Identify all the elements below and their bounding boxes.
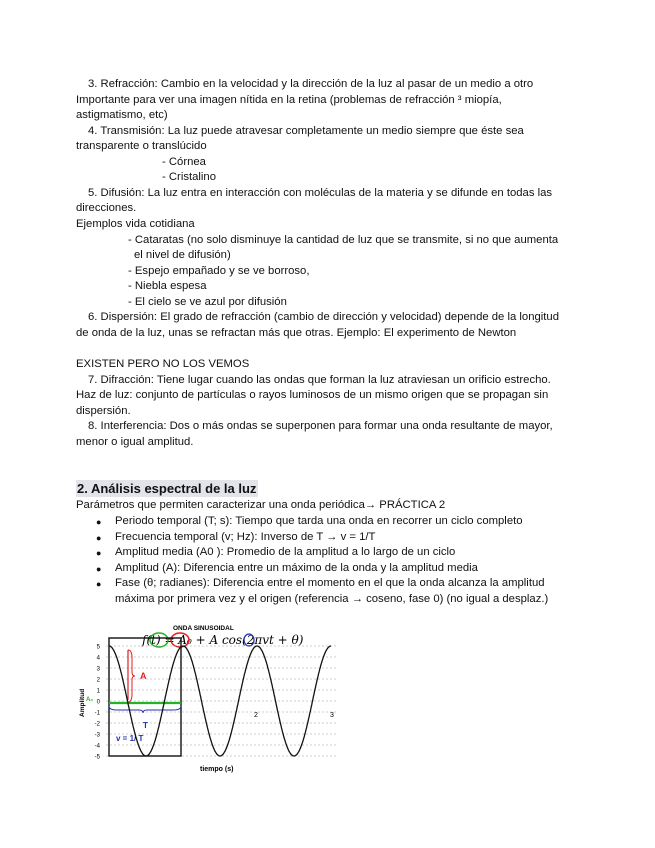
text-line: Haz de luz: conjunto de partículas o rayos luminosos de un mismo origen que se propagan sin [76, 389, 549, 401]
text-line: menor o igual amplitud. [76, 436, 194, 448]
bullet-item: Fase (θ; radianes): Diferencia entre el momento en el que la onda alcanza la amplitud [115, 577, 545, 589]
text-line: direcciones. [76, 202, 137, 214]
bullet-dot: ● [96, 579, 102, 589]
text-line: EXISTEN PERO NO LOS VEMOS [76, 358, 250, 370]
bullet-dot: ● [96, 548, 102, 558]
y-tick-label: 4 [96, 655, 100, 662]
y-tick-label: -1 [94, 710, 100, 717]
x-tick-label: 2 [254, 712, 258, 719]
text-line: Importante para ver una imagen nítida en la retina (problemas de refracción ³ miopía, [76, 94, 502, 106]
text-line: - Cataratas (no solo disminuye la cantidad de luz que se transmite, si no que aumenta [128, 234, 559, 246]
y-tick-labels [95, 645, 101, 761]
y-axis-label: Amplitud [79, 688, 86, 717]
text-line: 8. Interferencia: Dos o más ondas se superponen para formar una onda resultante de mayor, [88, 420, 553, 432]
y-tick-label: -3 [94, 732, 100, 739]
text-line: Ejemplos vida cotidiana [76, 218, 195, 230]
sine-wave-figure [76, 622, 346, 774]
text-line: de onda de la luz, unas se refractan más que otras. Ejemplo: El experimento de Newton [76, 327, 517, 339]
text-line: - Córnea [162, 156, 206, 168]
bullet-dot: ● [96, 533, 102, 543]
amplitude-label: A [140, 671, 147, 681]
text-line: 6. Dispersión: El grado de refracción (cambio de dirección y velocidad) depende de la longitud [88, 311, 559, 323]
amplitude-brace [128, 650, 135, 702]
intro-line: Parámetros que permiten caracterizar una onda periódica→ PRÁCTICA 2 [76, 499, 446, 511]
y-tick-label: 3 [96, 666, 100, 673]
y-tick-label: 5 [96, 644, 100, 651]
y-tick-label: 2 [96, 677, 100, 684]
bullet-item: Frecuencia temporal (v; Hz): Inverso de T → v = 1/T [115, 531, 376, 543]
text-line: 5. Difusión: La luz entra en interacción con moléculas de la materia y se difunde en todas las [88, 187, 553, 199]
text-line: 3. Refracción: Cambio en la velocidad y la dirección de la luz al pasar de un medio a otro [88, 78, 534, 90]
bullet-item: Amplitud (A): Diferencia entre un máximo de la onda y la amplitud media [115, 562, 478, 574]
period-label: T [143, 721, 148, 730]
text-line: el nivel de difusión) [134, 249, 231, 261]
y-tick-label: -5 [94, 754, 100, 761]
text-line: - Cristalino [162, 171, 216, 183]
text-line: transparente o translúcido [76, 140, 207, 152]
figure-title: ONDA SINUSOIDAL [173, 625, 234, 632]
a0-label: A₀ [86, 697, 94, 703]
y-tick-label: 1 [96, 688, 100, 695]
text-line: - El cielo se ve azul por difusión [128, 296, 287, 308]
x-tick-label: 3 [330, 712, 334, 719]
frequency-label: v = 1/ T [116, 734, 144, 743]
bullet-item: Periodo temporal (T; s): Tiempo que tarda una onda en recorrer un ciclo completo [115, 515, 523, 527]
section-heading: 2. Análisis espectral de la luz [77, 481, 257, 496]
bullet-item: Amplitud media (A0 ): Promedio de la amplitud a lo largo de un ciclo [115, 546, 456, 558]
text-line: - Espejo empañado y se ve borroso, [128, 265, 310, 277]
y-tick-label: -4 [94, 743, 100, 750]
bullet-dot: ● [96, 564, 102, 574]
text-line: astigmatismo, etc) [76, 109, 168, 121]
bullet-dot: ● [96, 517, 102, 527]
y-tick-label: -2 [94, 721, 100, 728]
text-line: dispersión. [76, 405, 131, 417]
y-tick-label: 0 [96, 699, 100, 706]
text-line: 7. Difracción: Tiene lugar cuando las ondas que forman la luz atraviesan un orificio estrecho. [88, 374, 551, 386]
x-axis-label: tiempo (s) [200, 766, 234, 773]
figure-formula: f(t) = A₀ + A cos(2πvt + θ) [142, 633, 304, 647]
text-line: 4. Transmisión: La luz puede atravesar completamente un medio siempre que éste sea [88, 125, 524, 137]
bullet-item-continuation: máxima por primera vez y el origen (referencia → coseno, fase 0) (no igual a desplaz.) [115, 593, 549, 605]
text-line: - Niebla espesa [128, 280, 207, 292]
